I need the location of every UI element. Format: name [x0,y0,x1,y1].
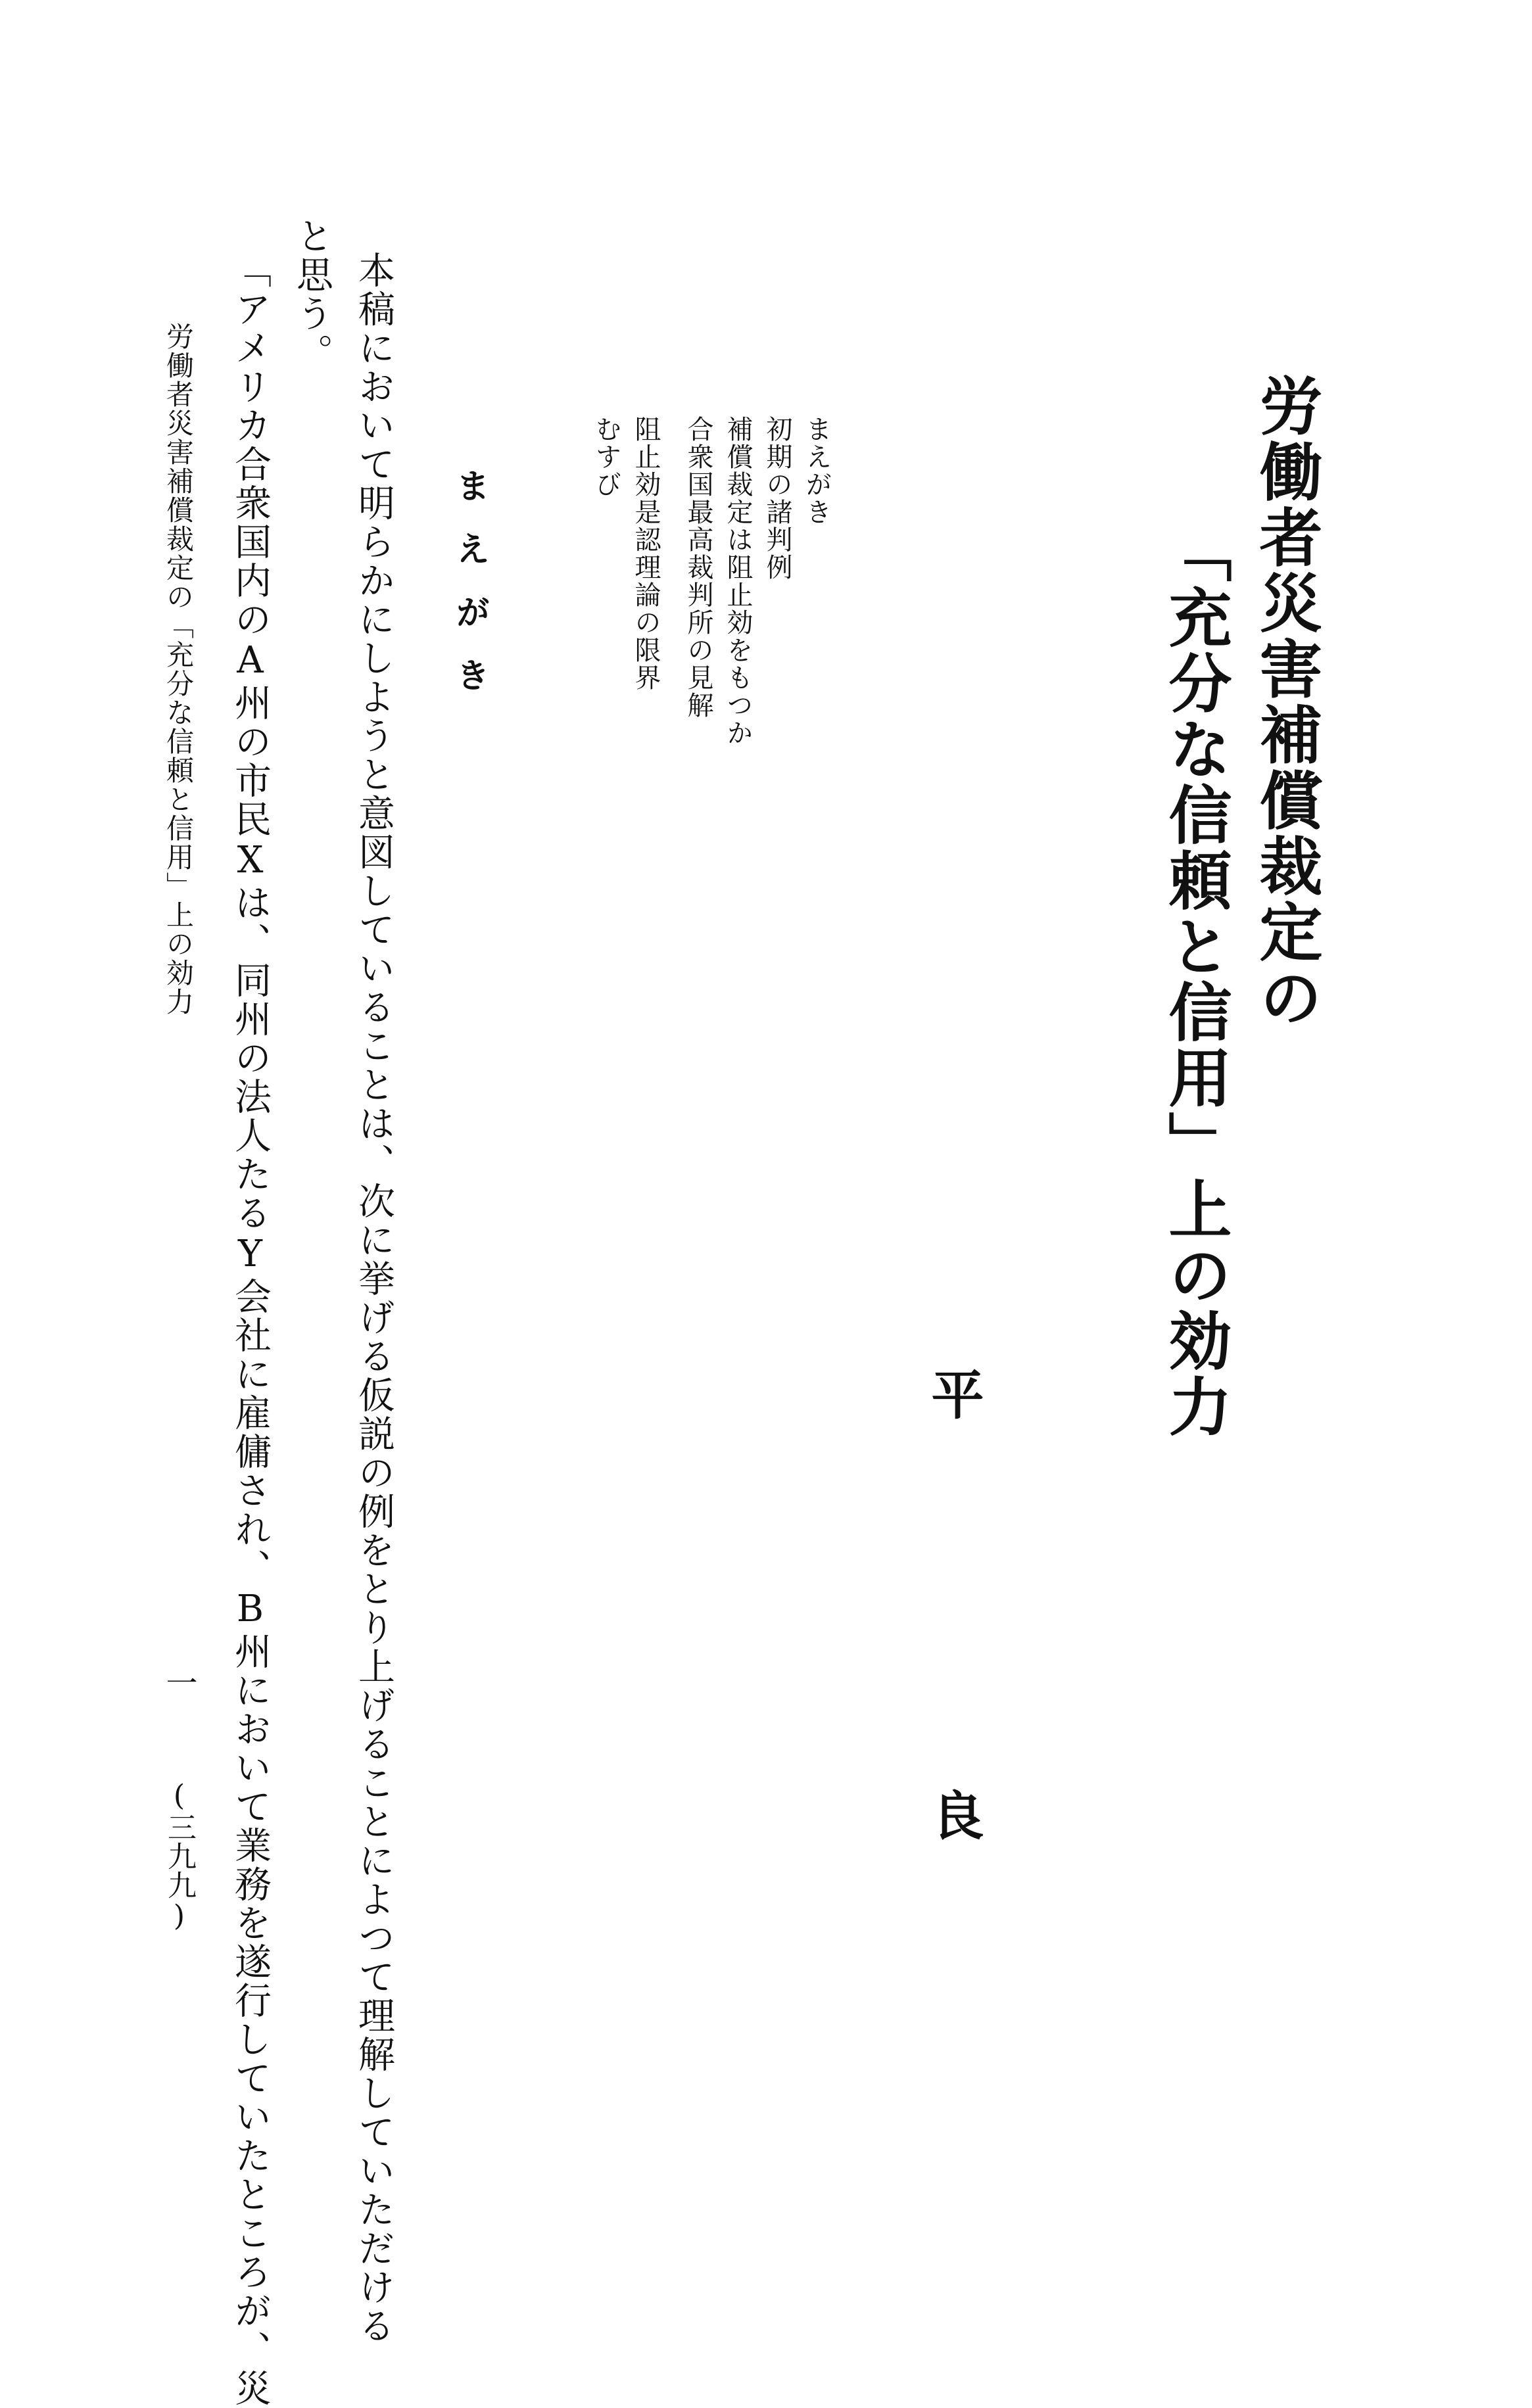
toc-item: まえがき [802,415,832,526]
toc-item: 補償裁定は阻止効をもつか [723,415,753,747]
page-number: 一 [160,1666,197,1698]
toc-item: むすび [591,415,621,498]
title-line-1: 労働者災害補償裁定の [1249,373,1324,1031]
toc-item: 阻止効是認理論の限界 [631,415,661,692]
page-number-alt: (三九九) [162,1779,196,1933]
body-line: 「アメリカ合衆国内のA州の市民Xは、同州の法人たるY会社に雇傭され、B州において業務を遂行していたところが、災 [229,251,272,2408]
body-line: 本稿において明らかにしようと意図していることは、次に挙げる仮説の例をとり上げることによつて理解していただける [352,251,395,2346]
author-family-name: 平 [922,1367,984,1420]
toc-item: 初期の諸判例 [762,415,792,581]
section-heading: まえがき [450,468,490,720]
toc-item: 合衆国最高裁判所の見解 [683,415,713,719]
author-given-name: 良 [922,1788,984,1841]
title-line-2: 「充分な信頼と信用」上の効力 [1159,519,1233,1440]
body-line: と思う。 [291,217,333,372]
running-title: 労働者災害補償裁定の「充分な信頼と信用」上の効力 [162,322,195,1016]
